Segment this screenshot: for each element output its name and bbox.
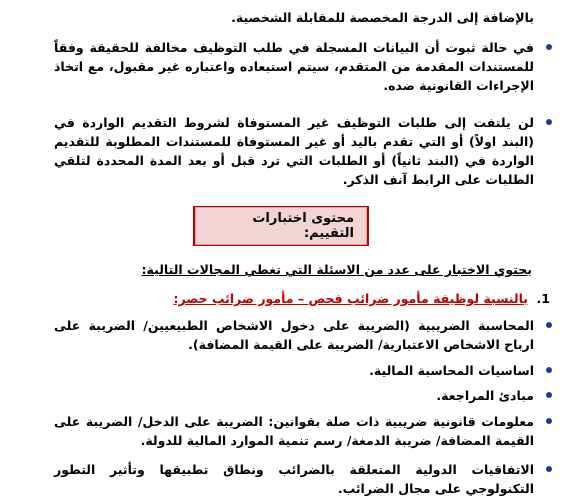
- bullet-dot-icon: [546, 418, 552, 424]
- bullet-text: مبادئ المراجعة.: [436, 388, 534, 403]
- bullet-item-tax-law: [54, 412, 534, 450]
- bullet-dot-icon: [546, 392, 552, 398]
- bullet-item-financial-accounting: [54, 361, 534, 380]
- bullet-item-tax-accounting: [54, 316, 534, 354]
- bullet-text: الاتفاقيات الدولية المتعلقة بالضرائب ونطاق تطبيقها وتأثير التطور التكنولوجي على مجال الضرائب.: [54, 462, 534, 496]
- bullet-dot-icon: [546, 119, 552, 125]
- top-fragment-line: بالإضافة إلى الدرجة المخصصة للمقابلة الشخصية.: [231, 10, 534, 25]
- section-title: محتوى اختبارات التقييم:: [195, 207, 367, 245]
- bullet-text: في حالة ثبوت أن البيانات المسجلة في طلب التوظيف مخالفة للحقيقة وفقاً للمستندات المقدمة من المتقدم، سيتم استبعاده واعتباره غير مقبول، مع اتخاذ الإجراءات القانونية ضده.: [54, 40, 534, 93]
- clipped-line-hidden: [54, 0, 534, 8]
- bullet-item-international-agreements: [54, 460, 534, 498]
- numbered-heading: [173, 291, 550, 306]
- bullet-dot-icon: [546, 367, 552, 373]
- bullet-item-data-mismatch: [54, 38, 534, 95]
- bullet-dot-icon: [546, 466, 552, 472]
- bullet-dot-icon: [546, 44, 552, 50]
- bullet-item-incomplete-applications: [54, 113, 534, 189]
- bullet-text: اساسيات المحاسبة المالية.: [369, 363, 534, 378]
- clipped-previous-bullet: [54, 0, 534, 27]
- heading-text: بالنسبة لوظيفة مأمور ضرائب فحص – مأمور ضرائب حصر:: [173, 291, 528, 306]
- bullet-text: معلومات قانونية ضريبية ذات صلة بقوانين: الضريبة على الدخل/ الضريبة على القيمة المضافة/ ضريبة الدمغة/ رسم تنمية الموارد المالية للدولة.: [54, 414, 534, 448]
- bullet-text: المحاسبة الضريبية (الضريبة على دخول الاشخاص الطبيعيين/ الضريبة على ارباح الاشخاص الاعتبارية/ الضريبة على القيمة المضافة).: [54, 318, 534, 352]
- section-title-box: [193, 206, 369, 246]
- intro-text: يحتوي الاختبار على عدد من الاسئلة التي تغطي المجالات التالية:: [141, 262, 532, 277]
- bullet-item-auditing: [54, 386, 534, 405]
- bullet-text: لن يلتفت إلى طلبات التوظيف غير المستوفاة لشروط التقديم الواردة في (البند اولاً) أو التي تقدم باليد أو غير المستوفاة للمستندات المطلوبة للتقديم الواردة في (البند ثانياً) أو الطلبات التي ترد قبل أو بعد المدة المحددة لتلقي الطلبات على الرابط آنف الذكر.: [54, 115, 534, 187]
- bullet-dot-icon: [546, 322, 552, 328]
- heading-number: 1.: [536, 291, 550, 306]
